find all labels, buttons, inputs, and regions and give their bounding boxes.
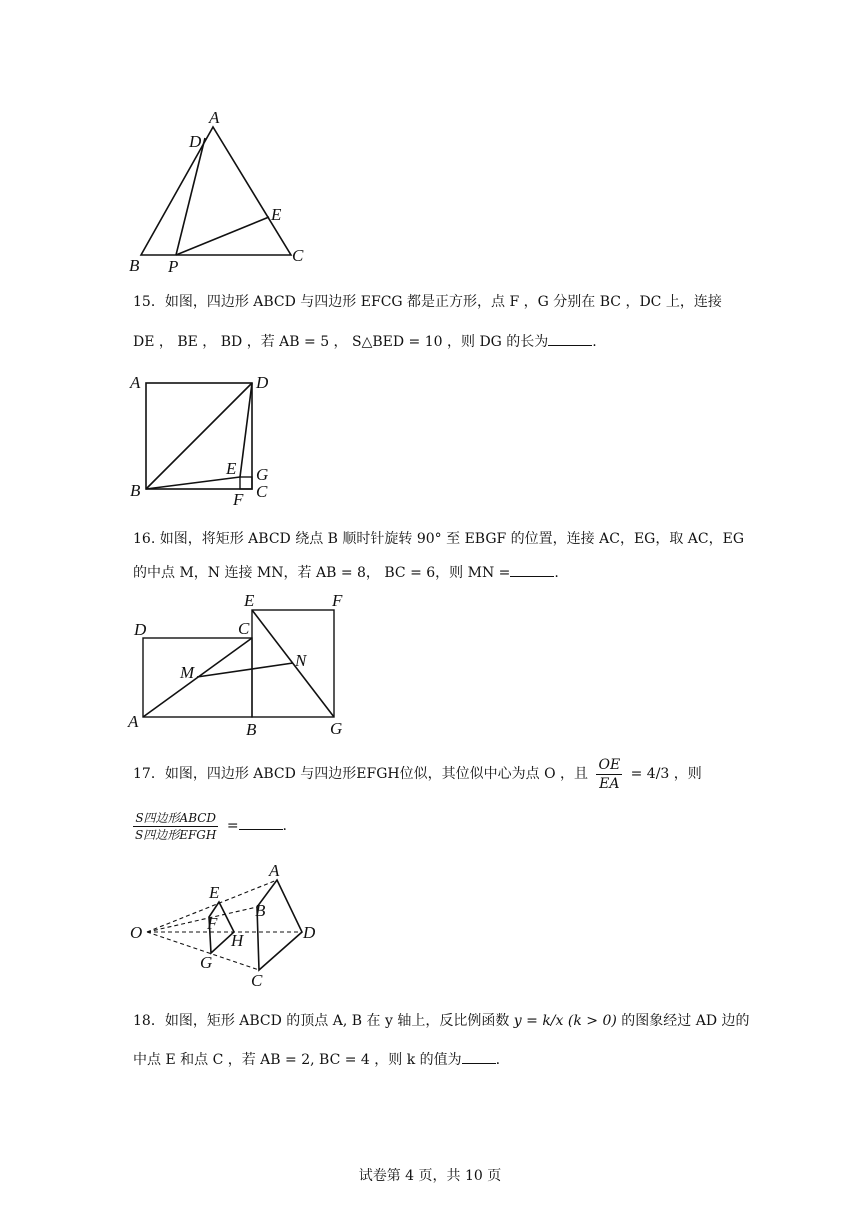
q16-text-1: 16. 如图，将矩形 ABCD 绕点 B 顺时针旋转 90° 至 EBGF 的位置，连接 AC，EG，取 AC，EG — [133, 531, 745, 547]
figure-squares — [125, 370, 285, 510]
question-16-line-2 — [133, 562, 733, 583]
figure-rotated-rectangles — [125, 590, 365, 740]
label-b: B — [255, 901, 266, 920]
segment-de — [240, 383, 252, 477]
answer-blank-15[interactable] — [548, 331, 592, 346]
area-abcd: S四边形ABCD — [133, 810, 218, 827]
label-a: A — [128, 712, 139, 731]
label-d: D — [134, 620, 147, 639]
question-15-line-1 — [133, 292, 733, 312]
label-p: P — [168, 257, 179, 276]
answer-blank-16[interactable] — [510, 562, 554, 577]
dashed-ob — [147, 907, 257, 932]
label-g: G — [256, 465, 269, 484]
label-b: B — [130, 481, 141, 500]
label-c: C — [251, 971, 263, 990]
label-d: D — [189, 132, 202, 151]
square-efcg — [240, 477, 252, 489]
triangle-abc — [141, 127, 291, 255]
question-17-line-2 — [133, 806, 733, 846]
label-c: C — [292, 246, 304, 265]
q17-end: . — [282, 818, 287, 834]
label-a: A — [130, 373, 141, 392]
label-d: D — [256, 373, 269, 392]
answer-blank-18[interactable] — [462, 1049, 496, 1064]
label-c: C — [256, 482, 268, 501]
figure-homothety — [125, 858, 335, 993]
q18-text-2: 中点 E 和点 C ，若 AB = 2, BC = 4 ，则 k 的值为 — [133, 1052, 462, 1068]
question-17-line-1 — [133, 752, 733, 796]
segment-be — [146, 477, 240, 489]
question-15-line-2 — [133, 331, 733, 352]
label-e: E — [209, 883, 220, 902]
label-b: B — [246, 720, 257, 739]
label-a: A — [269, 861, 280, 880]
fraction-area-ratio — [133, 810, 218, 843]
q17-equals: = — [226, 818, 239, 834]
label-n: N — [295, 651, 307, 670]
question-18-line-2 — [133, 1049, 733, 1070]
q15-end: . — [592, 334, 597, 350]
label-m: M — [180, 663, 195, 682]
area-efgh: S四边形EFGH — [135, 827, 217, 842]
label-c: C — [238, 619, 250, 638]
label-h: H — [231, 931, 244, 950]
fraction-ea: EA — [599, 775, 620, 792]
fraction-oe-ea — [596, 756, 622, 793]
page-footer: 试卷第 4 页，共 10 页 — [358, 1168, 502, 1184]
label-g: G — [330, 719, 343, 738]
segment-dp — [176, 138, 205, 255]
label-e: E — [226, 459, 237, 478]
label-e: E — [271, 205, 282, 224]
q18-end: . — [495, 1052, 501, 1068]
q17-text-1b: = 4/3 ，则 — [630, 766, 702, 782]
label-d: D — [303, 923, 316, 942]
label-f: F — [207, 914, 218, 933]
q16-text-2: 的中点 M，N 连接 MN，若 AB = 8， BC = 6，则 MN = — [133, 565, 511, 581]
quadrilateral-abcd — [257, 880, 302, 970]
answer-blank-17[interactable] — [239, 815, 283, 830]
q18-function: y = k/x (k > 0) — [513, 1013, 617, 1029]
label-o: O — [130, 923, 143, 942]
q18-text-1b: 的图象经过 AD 边的 — [621, 1013, 750, 1029]
q17-text-1a: 17．如图，四边形 ABCD 与四边形EFGH位似，其位似中心为点 O ，且 — [133, 766, 589, 782]
label-f: F — [332, 591, 343, 610]
segment-pe — [176, 217, 269, 255]
label-a: A — [209, 108, 220, 127]
q16-end: . — [554, 565, 559, 581]
segment-mn — [197, 663, 293, 677]
question-18-line-1 — [133, 1003, 750, 1039]
figure-triangle-abc — [125, 108, 325, 278]
label-e: E — [244, 591, 255, 610]
q15-text-1: 15．如图，四边形 ABCD 与四边形 EFCG 都是正方形，点 F ，G 分别在 BC ，DC 上，连接 — [133, 294, 722, 310]
q18-text-1a: 18．如图，矩形 ABCD 的顶点 A, B 在 y 轴上，反比例函数 — [133, 1013, 510, 1029]
label-b: B — [129, 256, 140, 275]
question-16-line-1 — [133, 529, 745, 549]
q15-text-2: DE ， BE ， BD ，若 AB = 5 ， S△BED = 10 ，则 DG 的长为 — [133, 334, 549, 350]
label-f: F — [233, 490, 244, 509]
label-g: G — [200, 953, 213, 972]
fraction-oe: OE — [598, 756, 621, 773]
